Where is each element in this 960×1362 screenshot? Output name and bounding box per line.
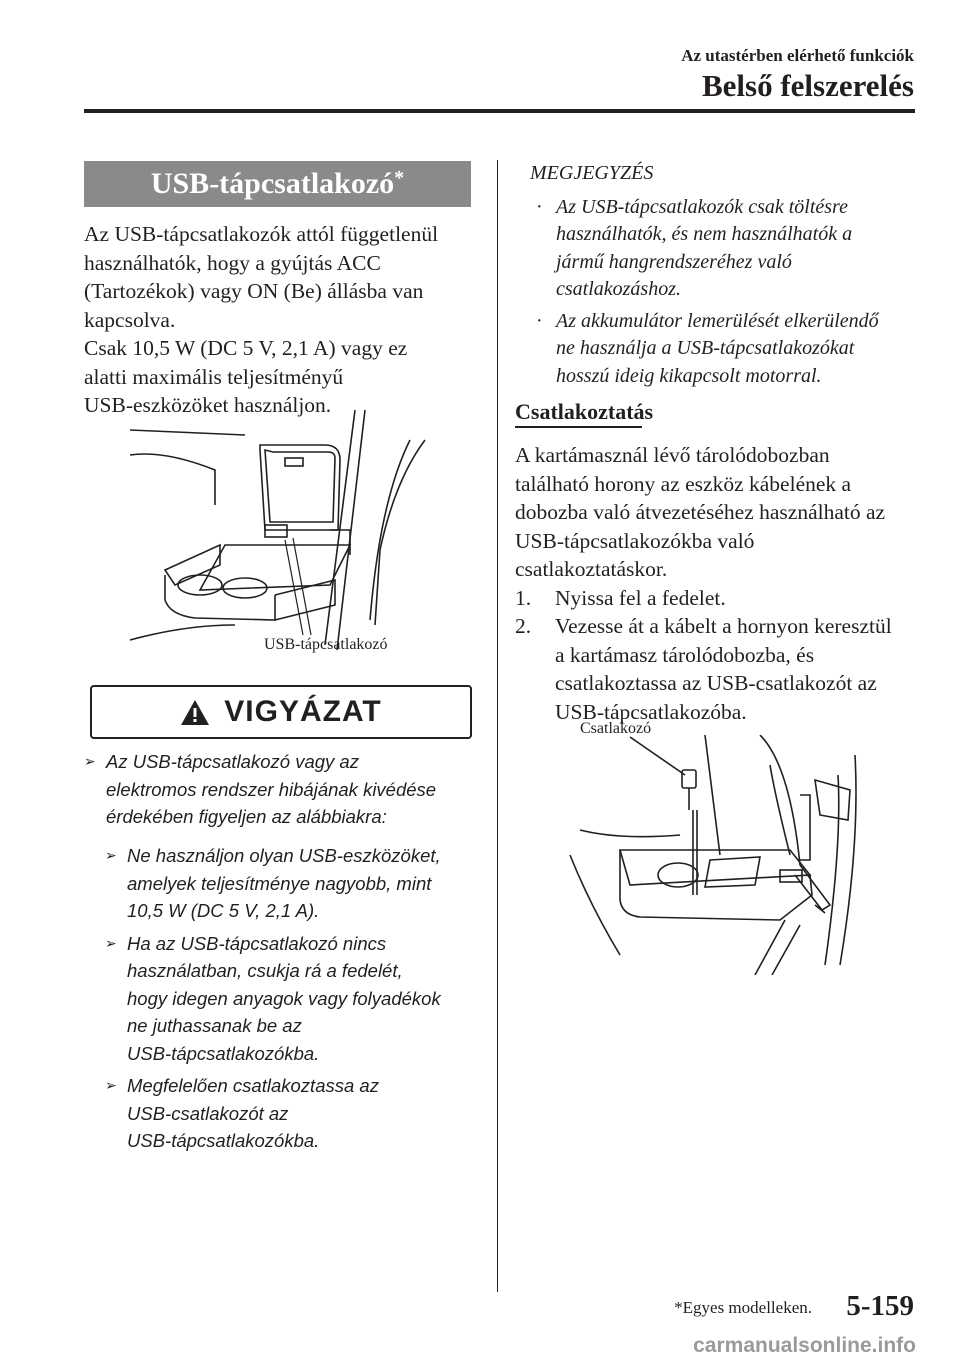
warning-line: érdekében figyeljen az alábbiakra: bbox=[106, 806, 387, 827]
header-rule bbox=[84, 109, 915, 113]
section-title-text: USB-tápcsatlakozó bbox=[150, 167, 395, 200]
note-item bbox=[536, 308, 920, 391]
note-block bbox=[530, 160, 920, 390]
intro-line: (Tartozékok) vagy ON (Be) állásba van bbox=[84, 279, 424, 303]
arrow-bullet-icon: ➢ bbox=[84, 753, 96, 769]
usb-armrest-illustration bbox=[125, 410, 435, 665]
arrow-bullet-icon: ➢ bbox=[105, 847, 117, 863]
section-title bbox=[84, 161, 471, 207]
note-item bbox=[536, 194, 920, 304]
warning-item-line: USB-tápcsatlakozókba. bbox=[127, 1130, 320, 1151]
watermark: carmanualsonline.info bbox=[693, 1334, 916, 1357]
warning-title: VIGYÁZAT bbox=[224, 695, 382, 728]
connector-label: Csatlakozó bbox=[580, 720, 652, 737]
warning-item-line: USB-tápcsatlakozókba. bbox=[127, 1042, 320, 1064]
intro-text bbox=[84, 220, 438, 420]
warning-item-line: használatban, csukja rá a fedelét, bbox=[127, 960, 403, 981]
warning-item-line: Megfelelően csatlakoztassa az bbox=[127, 1075, 379, 1096]
connect-line: A kartámasznál lévő tárolódobozban bbox=[515, 443, 830, 467]
warning-item-line: Ne használjon olyan USB-eszközöket, bbox=[127, 845, 441, 866]
step-item bbox=[515, 584, 925, 613]
column-divider bbox=[497, 160, 498, 1292]
note-line: használhatók, és nem használhatók a bbox=[556, 223, 853, 245]
usb-port-label: USB-tápcsatlakozó bbox=[264, 636, 388, 653]
heading-underline bbox=[515, 426, 642, 428]
warning-line: Az USB-tápcsatlakozó vagy az bbox=[106, 751, 359, 772]
connect-heading: Csatlakoztatás bbox=[515, 399, 654, 424]
intro-line: Az USB-tápcsatlakozók attól függetlenül bbox=[84, 222, 439, 246]
warning-item bbox=[105, 842, 485, 925]
step-line: Vezesse át a kábelt a hornyon keresztül bbox=[555, 614, 892, 638]
step-line: USB-tápcsatlakozóba. bbox=[555, 699, 747, 724]
intro-line: Csak 10,5 W (DC 5 V, 2,1 A) vagy ez bbox=[84, 336, 408, 360]
warning-line: elektromos rendszer hibájának kivédése bbox=[106, 778, 437, 800]
step-item bbox=[515, 612, 925, 726]
note-title: MEGJEGYZÉS bbox=[530, 162, 654, 184]
note-line: jármű hangrendszeréhez való bbox=[556, 250, 792, 273]
note-line: csatlakozáshoz. bbox=[556, 278, 681, 300]
intro-line: alatti maximális teljesítményű bbox=[84, 364, 344, 389]
connect-line: található horony az eszköz kábelének a bbox=[515, 471, 852, 496]
cable-routing-illustration bbox=[560, 735, 870, 975]
step-line: a kartámasz tárolódobozba, és bbox=[555, 642, 815, 667]
warning-icon bbox=[180, 699, 210, 726]
warning-item-line: ne juthassanak be az bbox=[127, 1015, 302, 1036]
warning-item-line: hogy idegen anyagok vagy folyadékok bbox=[127, 987, 441, 1009]
connect-text bbox=[515, 441, 925, 726]
section-asterisk: * bbox=[394, 166, 405, 189]
note-line: hosszú ideig kikapcsolt motorral. bbox=[556, 364, 822, 387]
warning-item-line: USB-csatlakozót az bbox=[127, 1102, 289, 1124]
warning-item bbox=[105, 1072, 485, 1155]
note-bullet: · bbox=[536, 195, 543, 218]
warning-item bbox=[105, 930, 485, 1068]
warning-item-line: Ha az USB-tápcsatlakozó nincs bbox=[127, 932, 387, 954]
warning-box bbox=[90, 685, 472, 739]
warning-main bbox=[84, 748, 484, 835]
step-number: 1. bbox=[515, 585, 532, 610]
step-line: Nyissa fel a fedelet. bbox=[555, 585, 726, 610]
note-bullet: · bbox=[536, 309, 543, 332]
intro-line: használhatók, hogy a gyújtás ACC bbox=[84, 250, 381, 275]
note-line: ne használja a USB-tápcsatlakozókat bbox=[556, 337, 855, 359]
warning-sublist bbox=[105, 842, 485, 1159]
step-line: csatlakoztassa az USB-csatlakozót az bbox=[555, 671, 877, 695]
arrow-bullet-icon: ➢ bbox=[105, 1077, 117, 1093]
warning-item-line: amelyek teljesítménye nagyobb, mint bbox=[127, 872, 432, 894]
chapter-subtitle: Az utastérben elérhető funkciók bbox=[681, 46, 914, 65]
warning-item-line: 10,5 W (DC 5 V, 2,1 A). bbox=[127, 900, 320, 921]
footnote: *Egyes modelleken. bbox=[674, 1298, 812, 1317]
note-line: Az akkumulátor lemerülését elkerülendő bbox=[556, 309, 879, 332]
intro-line: kapcsolva. bbox=[84, 307, 176, 332]
connect-line: USB-tápcsatlakozókba való bbox=[515, 528, 755, 553]
chapter-title: Belső felszerelés bbox=[701, 68, 914, 103]
step-number: 2. bbox=[515, 614, 532, 638]
connect-line: csatlakoztatáskor. bbox=[515, 557, 668, 581]
connect-line: dobozba való átvezetéséhez használható az bbox=[515, 500, 886, 524]
page-number: 5-159 bbox=[846, 1290, 914, 1322]
note-line: Az USB-tápcsatlakozók csak töltésre bbox=[556, 195, 848, 218]
arrow-bullet-icon: ➢ bbox=[105, 934, 117, 951]
intro-line: USB-eszközöket használjon. bbox=[84, 393, 332, 417]
